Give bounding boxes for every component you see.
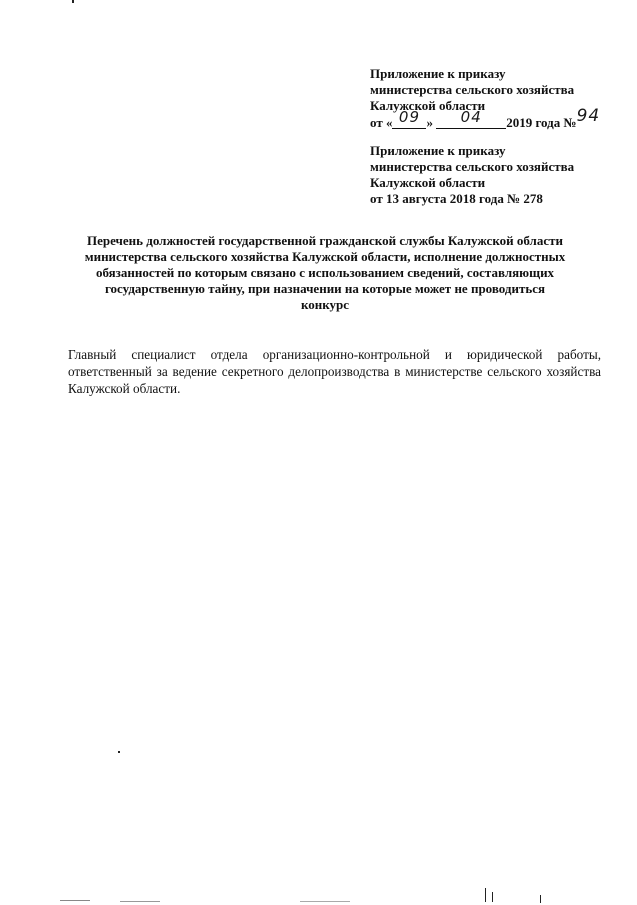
handwritten-day: 09 — [398, 108, 421, 126]
appendix-date-line — [370, 106, 610, 131]
day-field — [392, 108, 426, 129]
scan-speck — [118, 751, 120, 753]
document-title — [60, 233, 590, 313]
prev-appendix-line-3: Калужской области — [370, 175, 486, 190]
title-line-2: министерства сельского хозяйства Калужской области, исполнение должностных — [84, 249, 566, 264]
scan-edge-mark — [492, 892, 493, 902]
appendix-line-1: Приложение к приказу — [370, 66, 506, 81]
handwritten-number: 94 — [576, 106, 601, 126]
title-line-4: государственную тайну, при назначении на которые может не проводиться — [104, 281, 546, 296]
scan-edge-mark — [300, 901, 350, 902]
appendix-line-3: Калужской области — [370, 98, 486, 113]
title-line-3: обязанностей по которым связано с использованием сведений, составляющих — [95, 265, 555, 280]
handwritten-month: 04 — [460, 108, 482, 126]
scan-edge-mark — [120, 901, 160, 902]
order-number-field — [576, 106, 609, 128]
prev-appendix-line-4: от 13 августа 2018 года № 278 — [370, 191, 543, 206]
title-line-1: Перечень должностей государственной гражданской службы Калужской области — [86, 233, 564, 248]
scan-edge-mark — [485, 888, 486, 902]
scan-edge-mark — [540, 895, 541, 903]
appendix-header-current — [370, 66, 610, 207]
month-field — [436, 108, 506, 129]
scan-speck — [72, 0, 74, 3]
prev-appendix-line-2: министерства сельского хозяйства — [370, 159, 575, 174]
scan-edge-mark — [60, 900, 90, 901]
date-prefix: от « — [370, 115, 393, 130]
prev-appendix-line-1: Приложение к приказу — [370, 143, 506, 158]
date-mid: » — [426, 115, 433, 130]
year-text: 2019 года № — [506, 115, 577, 130]
body-paragraph: Главный специалист отдела организационно-контрольной и юридической работы, ответственный за ведение секретного делопроизводства в министерстве сельского хозяйства Калужской области. — [68, 347, 601, 396]
title-line-5: конкурс — [300, 297, 350, 312]
appendix-line-2: министерства сельского хозяйства — [370, 82, 575, 97]
